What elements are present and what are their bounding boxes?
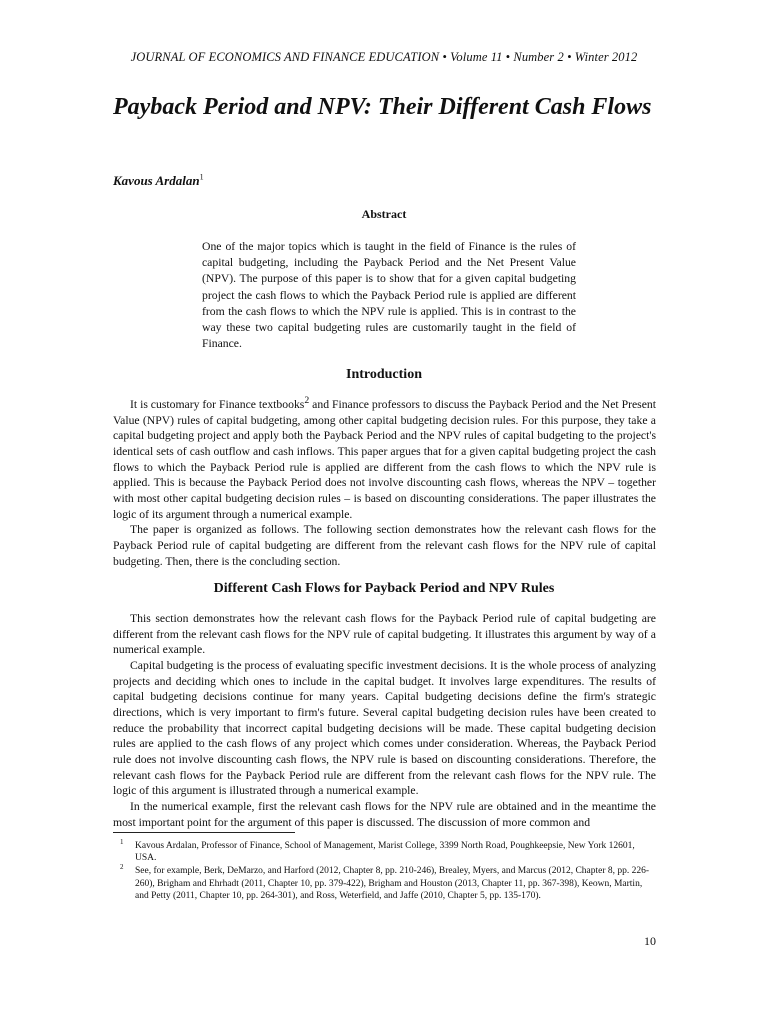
abstract-heading: Abstract: [361, 207, 407, 221]
author-footnote-mark: 1: [199, 172, 204, 182]
intro-p1-rest: and Finance professors to discuss the Payback Period and the Net Present Value (NPV) rules of capital budgeting, among other capital budgeting decision rules. For this purpose, they take a capital budgeting project and apply both the Payback Period and the NPV rules of capital budgeting to the project's identical sets of cash outflow and cash inflows. This paper argues that for a given capital budgeting project the cash flows to which the Payback Period rule is applied are different from the cash flows to which the NPV rule is applied. This is because the Payback Period does not involve discounting cash flows, whereas the NPV – together with most other capital budgeting decision rules – is based on discounting considerations. The paper illustrates the logic of its argument through a numerical example.: [113, 398, 656, 521]
section-paragraph: Capital budgeting is the process of evaluating specific investment decisions. It is the whole process of analyzing projects and deciding which ones to include in the capital budget. It involves large expenditures. The results of capital budgeting decisions continue for many years. Capital budgeting decisions define the firm's strategic directions, which is very important to firm's future. Several capital budgeting decision rules have been created to reduce the probability that incorrect capital budgeting decisions will be made. These capital budgeting decision rules are applied to the cash flows of any project which comes under consideration. Whereas, the Payback Period rule does not involve discounting cash flows, the NPV rule is based on discounting considerations. Therefore, the relevant cash flows for the Payback Period rule are different from the relevant cash flows for the NPV rule. The logic of this argument is illustrated through a numerical example.: [113, 658, 656, 798]
footnotes: [120, 837, 650, 903]
footnote-2: $^2$ See, for example, Berk, DeMarzo, and Harford (2012, Chapter 8, pp. 210-246), Brealey, Myers, and Marcus (2012, Chapter 8, pp. 226-260), Brigham and Ehrhadt (2011, Chapter 10, pp. 379-422), Brigham and Houston (2013, Chapter 11, pp. 367-398), Keown, Martin, and Petty (2011, Chapter 10, pp. 264-301), and Ross, Weterfield, and Jaffe (2010, Chapter 5, pp. 135-170).: [120, 863, 650, 901]
running-head: JOURNAL OF ECONOMICS AND FINANCE EDUCATION • Volume 11 • Number 2 • Winter 2012: [130, 50, 638, 64]
footnote-text: See, for example, Berk, DeMarzo, and Harford (2012, Chapter 8, pp. 210-246), Brealey, Myers, and Marcus (2012, Chapter 8, pp. 226-260), Brigham and Ehrhadt (2011, Chapter 10, pp. 379-422), Brigham and Houston (2013, Chapter 11, pp. 367-398), Keown, Martin, and Petty (2011, Chapter 10, pp. 264-301), and Ross, Weterfield, and Jaffe (2010, Chapter 5, pp. 135-170).: [135, 866, 650, 901]
section-paragraph: In the numerical example, first the relevant cash flows for the NPV rule are obtained and in the meantime the most important point for the argument of this paper is discussed. The discussion of more common and: [113, 799, 656, 829]
abstract-text: One of the major topics which is taught in the field of Finance is the rules of capital budgeting, including the Payback Period and the Net Present Value (NPV). The purpose of this paper is to show that for a given capital budgeting project the cash flows to which the Payback Period rule is applied are different from the cash flows to which the NPV rule is applied. This is in contrast to the way these two capital budgeting rules are customarily taught in the field of Finance.: [202, 240, 576, 351]
textbook-footnote-mark: 2: [304, 395, 310, 407]
introduction-body: [113, 397, 656, 569]
footnote-1: $^1$ Kavous Ardalan, Professor of Finance, School of Management, Marist College, 3399 North Road, Poughkeepsie, New York 12601, USA.: [120, 837, 635, 864]
page-number: 10: [644, 934, 656, 948]
footnote-divider: [113, 832, 295, 833]
section-heading-cash-flows: Different Cash Flows for Payback Period and NPV Rules: [213, 581, 555, 596]
footnote-text: Kavous Ardalan, Professor of Finance, School of Management, Marist College, 3399 North Road, Poughkeepsie, New York 12601, USA.: [135, 841, 635, 864]
introduction-paragraph: [113, 397, 656, 522]
section-paragraph: This section demonstrates how the relevant cash flows for the Payback Period rule of capital budgeting are different from the relevant cash flows for the NPV rule of capital budgeting. It illustrates this argument by way of a numerical example.: [113, 612, 656, 657]
intro-p1-start: It is customary for Finance textbooks: [130, 398, 305, 411]
introduction-heading: Introduction: [346, 367, 422, 382]
paper-title: Payback Period and NPV: Their Different Cash Flows: [113, 94, 652, 120]
author-name: Kavous Ardalan: [113, 173, 200, 188]
author-line: [113, 173, 204, 189]
introduction-paragraph: The paper is organized as follows. The following section demonstrates how the relevant cash flows for the Payback Period rule of capital budgeting are different from the relevant cash flows for the NPV rule of capital budgeting. Then, there is the concluding section.: [113, 523, 656, 568]
section-body: [113, 611, 656, 830]
